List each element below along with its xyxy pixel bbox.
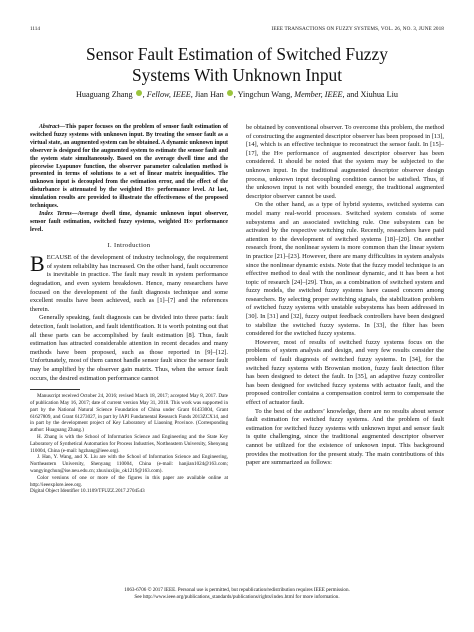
intro-paragraph-1 — [30, 251, 228, 314]
author-2: Jian Han — [194, 90, 224, 99]
running-header — [30, 26, 444, 36]
author-4: and Xiuhua Liu — [346, 90, 398, 99]
intro-paragraph-1-text: ECAUSE of the development of industry technology, the requirement of system reliability has increased. On the other hand, fault occurrence is inevitable in practice. The fault may result in system performance degradation, and even system breakdown. Hence, many researchers have focused on the development of the fault diagnosis technique and some excellent results have been achieved, such as [1]–[7] and the references therein. — [30, 254, 228, 313]
title-line-2: Systems With Unknown Input — [131, 65, 343, 85]
index-terms-label: Index Terms — [39, 210, 72, 217]
body-paragraph-3: However, most of results of switched fuzzy systems focus on the problems of system analysis and design, and very few results consider the problem of fault diagnosis of switched fuzzy systems. In [34], for the switched fuzzy systems with Brownian motion, fuzzy fault detection filter has been designed to detect the fault. In [35], an adaptive fuzzy controller has been designed for switched fuzzy systems with actuator fault, and the proposed controller contains a compensation control term to compensate the effect of actuator fault. — [246, 338, 444, 406]
author-1-role: Fellow, IEEE — [146, 90, 191, 99]
intro-paragraph-2: Generally speaking, fault diagnosis can be divided into three parts: fault detection, fault isolation, and fault identification. It is worth pointing out that all these parts can be accomplished by fault estimation [8]. Thus, fault estimation has attracted considerable attention in recent decades and many methods have been proposed, such as those reported in [9]–[12]. Unfortunately, most of them cannot handle sensor fault since the sensor fault may be amplified by the observer gain matrix. Thus, when the sensor fault occurs, the desired estimation performance cannot — [30, 314, 228, 382]
body-paragraph-4: To the best of the authors’ knowledge, there are no results about sensor fault estimation for switched fuzzy systems. And the problem of fault estimation for switched fuzzy systems with unknown input and sensor fault is quite challenging, since the traditional augmented descriptor observer cannot be utilized for the existence of unknown input. This background provides the motivation for the present study. The main contributions of this paper are summarized as follows: — [246, 407, 444, 467]
title-line-1: Sensor Fault Estimation of Switched Fuzzy — [86, 44, 388, 64]
copyright-footer — [0, 587, 474, 601]
author-3-role: Member, IEEE — [294, 90, 343, 99]
index-terms-text: —Average dwell time, dynamic unknown input observer, sensor fault estimation, switched fuzzy systems, weighted H∞ performance level. — [30, 210, 228, 233]
footnote-doi[interactable]: Digital Object Identifier 10.1109/TFUZZ.2017.2704543 — [30, 488, 145, 495]
author-1: Huaguang Zhang — [76, 90, 133, 99]
author-list: Huaguang Zhang , Fellow, IEEE, Jian Han , Yingchun Wang, Member, IEEE, and Xiuhua Liu — [76, 90, 398, 99]
author-3: Yingchun Wang, — [237, 90, 293, 99]
page-number: 1114 — [30, 26, 40, 32]
abstract-label: Abstract — [39, 124, 60, 130]
abstract-text: —This paper focuses on the problem of sensor fault estimation of switched fuzzy systems with unknown input. By treating the sensor fault as a virtual state, an augmented system can be obtained. A dynamic unknown input observer is designed for the augmented system to estimate the sensor fault and the system state simultaneously. Based on the average dwell time and the piecewise Lyapunov function, the observer parameter calculation method is presented in terms of solutions to a set of linear matrix inequalities. The unknown input is decoupled from the estimation error, and the effect of the disturbance is attenuated by the weighted H∞ performance level. At last, simulation results are provided to illustrate the effectiveness of the proposed techniques. — [30, 124, 228, 210]
footnote-affiliation-1: H. Zhang is with the School of Information Science and Engineering and the State Key Laboratory of Synthetical Automation for Process Industries, Northeastern University, Shenyang 110004, China (e-mail: hgzhang@ieee.org). — [30, 433, 228, 454]
right-column — [246, 124, 444, 468]
footnote-affiliation-2: J. Han, Y. Wang, and X. Liu are with the School of Information Science and Engineering, Northeastern University, Shenyang 110004, China (e-mail: hanjian1024@163.com; wangyingchun@ise.neu.edu.cn; zhuxiuxijiu_ok1219@163.com). — [30, 454, 228, 474]
body-paragraph-2: On the other hand, as a type of hybrid systems, switched systems can model many real-world processes. Switched system consists of some subsystems and an associated switching rule. One subsystem can be activated by the respective switching rule. Recently, researchers have paid attention to the development of switched systems [18]–[20]. On another research front, the nonlinear system is more common than the linear system in practice [21]–[23]. However, there are many difficulties in system analysis since the nonlinear dynamic exists. Note that the fuzzy model technique is an effective method to deal with the nonlinear dynamic, and it has been a hot topic of research [24]–[29]. Thus, as a combination of switched system and fuzzy models, the switched fuzzy systems have caused concern among researchers. By selecting proper switching signals, the stabilization problem of switched fuzzy systems with unstable subsystems has been addressed in [30]. In [31] and [32], fuzzy output feedback controllers have been designed to stabilize the switched fuzzy systems. In [33], the filter has been considered for the switched fuzzy systems. — [246, 201, 444, 338]
footnotes — [30, 393, 228, 495]
orcid-icon[interactable] — [227, 90, 233, 96]
footnote-manuscript: Manuscript received October 24, 2016; revised March 18, 2017; accepted May 8, 2017. Date of publication May 16, 2017; date of current version May 31, 2018. This work was supported in part by the National Natural Science Foundation of China under Grant 61433004, Grant 61627809, and Grant 61273027, in part by IAPI Fundamental Research Funds 2013ZCX14, and in part by the development project of Key Laboratory of Liaoning Province. (Corresponding author: Huaguang Zhang.) — [30, 393, 228, 434]
index-terms — [30, 211, 228, 235]
body-paragraph-1: be obtained by conventional observer. To overcome this problem, the method of constructing the augmented descriptor observer has been proposed in [13], [14], which is an effective technique to reconstruct the sensor fault. In [15]–[17], the H∞ performance of augmented descriptor observer has been considered. It should be noted that the system may be subjected to the unknown input. In the traditional augmented descriptor observer design process, unknown input decoupling condition cannot be satisfied. Thus, if the unknown input is not with bounded energy, the traditional augmented descriptor observer cannot be used. — [246, 124, 444, 200]
paper-title — [0, 44, 474, 86]
copyright-line: 1063-6706 © 2017 IEEE. Personal use is permitted, but republication/redistribution requires IEEE permission. — [124, 587, 350, 593]
footnote-color-versions: Color versions of one or more of the figures in this paper are available online at http://ieeexplore.ieee.org. — [30, 474, 228, 488]
abstract — [30, 124, 228, 211]
rights-link-line[interactable]: See http://www.ieee.org/publications_standards/publications/rights/index.html for more information. — [134, 594, 340, 600]
footnote-divider — [30, 389, 80, 390]
left-column — [30, 124, 228, 495]
orcid-icon[interactable] — [136, 90, 142, 96]
section-heading: I. Introduction — [107, 241, 151, 249]
journal-name: IEEE TRANSACTIONS ON FUZZY SYSTEMS, VOL. 26, NO. 3, JUNE 2018 — [271, 26, 444, 32]
drop-cap: B — [30, 251, 45, 277]
